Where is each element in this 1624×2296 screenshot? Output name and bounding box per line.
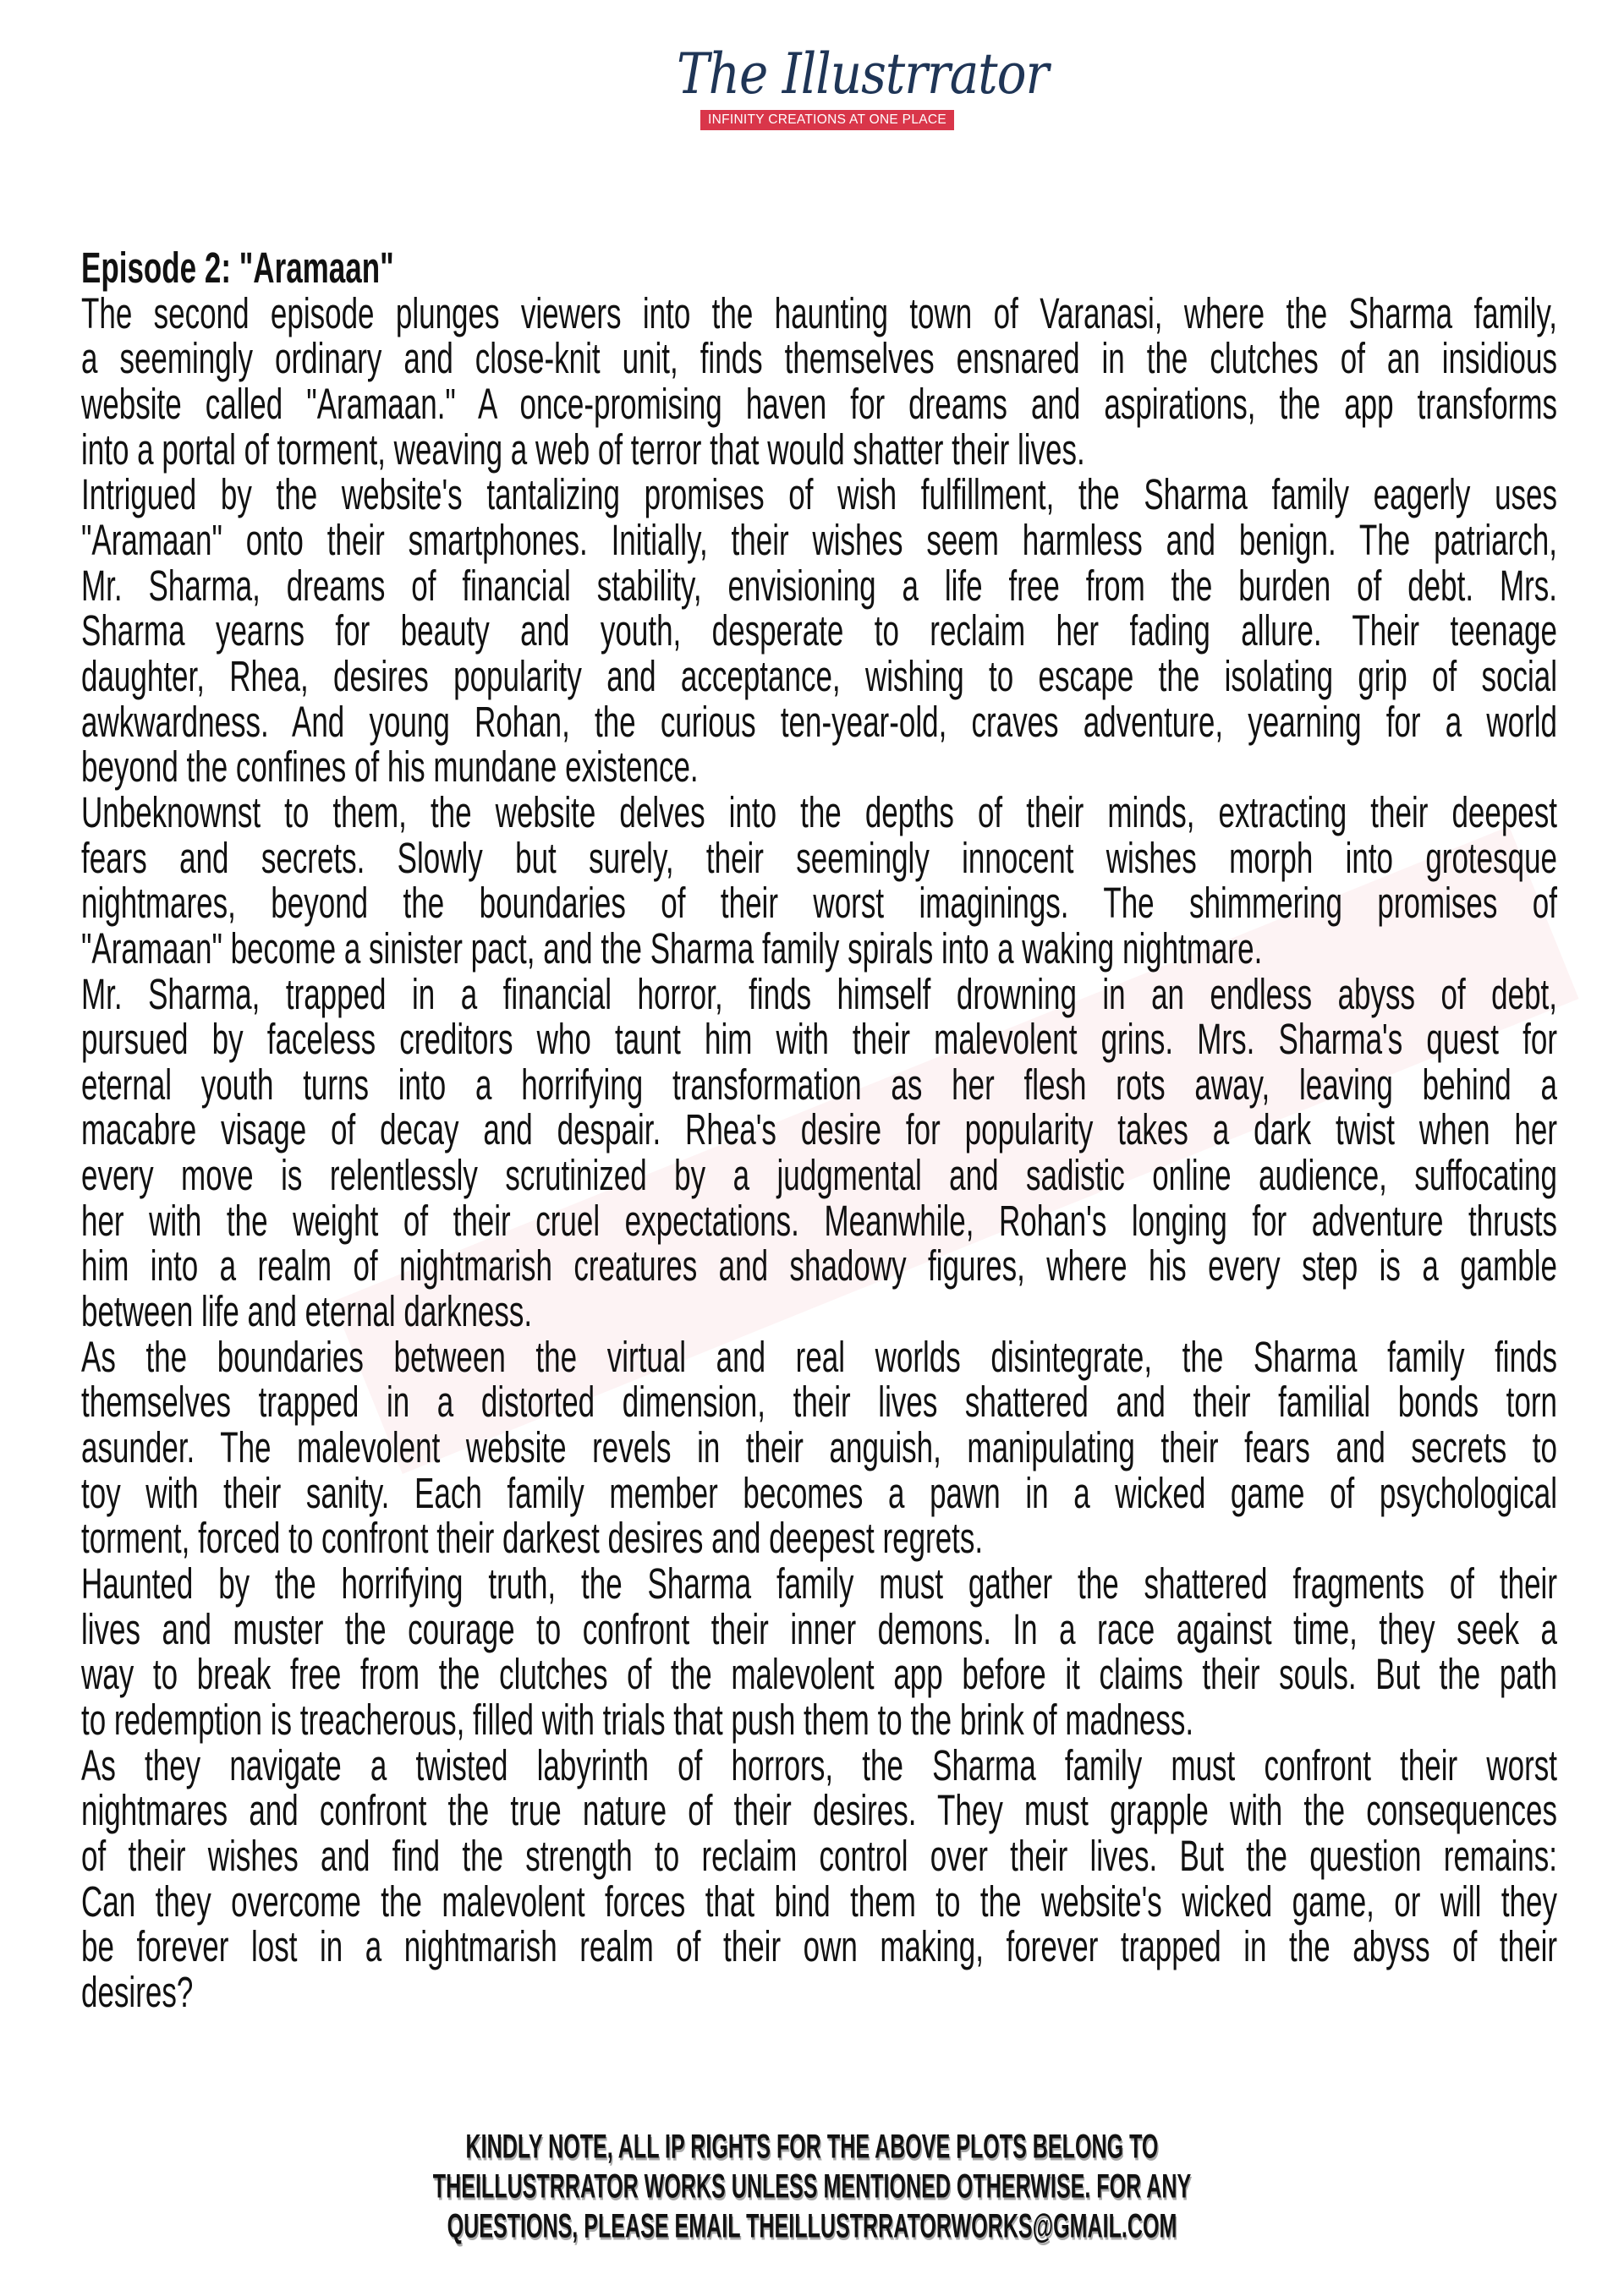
paragraph-2-line: Sharma yearns for beauty and youth, desperate to reclaim her fading allure. Their teenage bbox=[81, 607, 1557, 655]
paragraph-4-line: eternal youth turns into a horrifying transformation as her flesh rots away, leaving behind a bbox=[81, 1060, 1557, 1110]
logo-tagline: INFINITY CREATIONS AT ONE PLACE bbox=[700, 110, 954, 130]
footer-line: THEILLUSTRRATOR WORKS UNLESS MENTIONED OTHERWISE. FOR ANY bbox=[432, 2167, 1192, 2206]
paragraph-3-line: fears and secrets. Slowly but surely, their seemingly innocent wishes morph into grotesque bbox=[81, 834, 1557, 883]
paragraph-7-line: desires? bbox=[81, 1969, 194, 2017]
paragraph-2-line: awkwardness. And young Rohan, the curious ten-year-old, craves adventure, yearning for a world bbox=[81, 698, 1557, 747]
paragraph-2-line: Intrigued by the website's tantalizing promises of wish fulfillment, the Sharma family eagerly uses bbox=[81, 471, 1557, 519]
paragraph-7-line: nightmares and confront the true nature of their desires. They must grapple with the consequences bbox=[81, 1787, 1557, 1835]
paragraph-7-line: As they navigate a twisted labyrinth of horrors, the Sharma family must confront their worst bbox=[81, 1741, 1557, 1790]
paragraph-4-line: pursued by faceless creditors who taunt him with their malevolent grins. Mrs. Sharma's quest for bbox=[81, 1016, 1557, 1064]
episode-heading: Episode 2: "Aramaan" bbox=[81, 244, 394, 293]
paragraph-2-line: daughter, Rhea, desires popularity and acceptance, wishing to escape the isolating grip of social bbox=[81, 652, 1557, 701]
paragraph-4-line: between life and eternal darkness. bbox=[81, 1288, 533, 1336]
paragraph-2-line: "Aramaan" onto their smartphones. Initially, their wishes seem harmless and benign. The patriarch, bbox=[81, 517, 1557, 565]
paragraph-1-line: website called "Aramaan." A once-promising haven for dreams and aspirations, the app transforms bbox=[81, 381, 1557, 429]
footer-notice bbox=[0, 2128, 1624, 2247]
paragraph-3-line: Unbeknownst to them, the website delves into the depths of their minds, extracting their deepest bbox=[81, 788, 1557, 837]
paragraph-6-line: lives and muster the courage to confront their inner demons. In a race against time, they seek a bbox=[81, 1605, 1557, 1654]
paragraph-1-line: a seemingly ordinary and close-knit unit, finds themselves ensnared in the clutches of an insidious bbox=[81, 335, 1557, 383]
paragraph-2-line: Mr. Sharma, dreams of financial stability, envisioning a life free from the burden of debt. Mrs. bbox=[81, 562, 1557, 611]
paragraph-1-line: The second episode plunges viewers into the haunting town of Varanasi, where the Sharma family, bbox=[81, 289, 1557, 338]
paragraph-1-line: into a portal of torment, weaving a web of terror that would shatter their lives. bbox=[81, 425, 1085, 474]
paragraph-5-line: torment, forced to confront their darkest desires and deepest regrets. bbox=[81, 1515, 984, 1564]
paragraph-5-line: themselves trapped in a distorted dimension, their lives shattered and their familial bonds torn bbox=[81, 1378, 1557, 1427]
paragraph-5-line: toy with their sanity. Each family member becomes a pawn in a wicked game of psychological bbox=[81, 1469, 1557, 1518]
paragraph-5-line: asunder. The malevolent website revels in their anguish, manipulating their fears and secrets to bbox=[81, 1424, 1557, 1472]
footer-line: QUESTIONS, PLEASE EMAIL THEILLUSTRRATORWORKS@GMAIL.COM bbox=[447, 2207, 1177, 2246]
paragraph-4-line: him into a realm of nightmarish creatures and shadowy figures, where his every step is a gamble bbox=[81, 1242, 1557, 1291]
logo bbox=[668, 41, 1049, 134]
paragraph-6-line: to redemption is treacherous, filled with trials that push them to the brink of madness. bbox=[81, 1696, 1194, 1745]
paragraph-7-line: Can they overcome the malevolent forces that bind them to the website's wicked game, or will they bbox=[81, 1877, 1557, 1926]
paragraph-7-line: be forever lost in a nightmarish realm of their own making, forever trapped in the abyss of their bbox=[81, 1923, 1557, 1971]
paragraph-6-line: way to break free from the clutches of the malevolent app before it claims their souls. But the path bbox=[81, 1651, 1557, 1699]
paragraph-4-line: Mr. Sharma, trapped in a financial horror, finds himself drowning in an endless abyss of debt, bbox=[81, 970, 1557, 1019]
footer-line: KINDLY NOTE, ALL IP RIGHTS FOR THE ABOVE PLOTS BELONG TO bbox=[465, 2128, 1159, 2167]
logo-script-text: The Illustrrator bbox=[677, 41, 1049, 107]
paragraph-5-line: As the boundaries between the virtual and real worlds disintegrate, the Sharma family finds bbox=[81, 1333, 1557, 1382]
paragraph-3-line: nightmares, beyond the boundaries of their worst imaginings. The shimmering promises of bbox=[81, 879, 1557, 928]
paragraph-3-line: "Aramaan" become a sinister pact, and the Sharma family spirals into a waking nightmare. bbox=[81, 924, 1263, 973]
paragraph-2-line: beyond the confines of his mundane existence. bbox=[81, 743, 699, 792]
paragraph-4-line: macabre visage of decay and despair. Rhea's desire for popularity takes a dark twist when her bbox=[81, 1106, 1557, 1155]
paragraph-4-line: every move is relentlessly scrutinized by a judgmental and sadistic online audience, suffocating bbox=[81, 1152, 1557, 1200]
paragraph-6-line: Haunted by the horrifying truth, the Sharma family must gather the shattered fragments of their bbox=[81, 1560, 1557, 1608]
document-body bbox=[81, 246, 1557, 2016]
paragraph-7-line: of their wishes and find the strength to reclaim control over their lives. But the question remains: bbox=[81, 1833, 1557, 1881]
paragraph-4-line: her with the weight of their cruel expectations. Meanwhile, Rohan's longing for adventure thrusts bbox=[81, 1197, 1557, 1246]
